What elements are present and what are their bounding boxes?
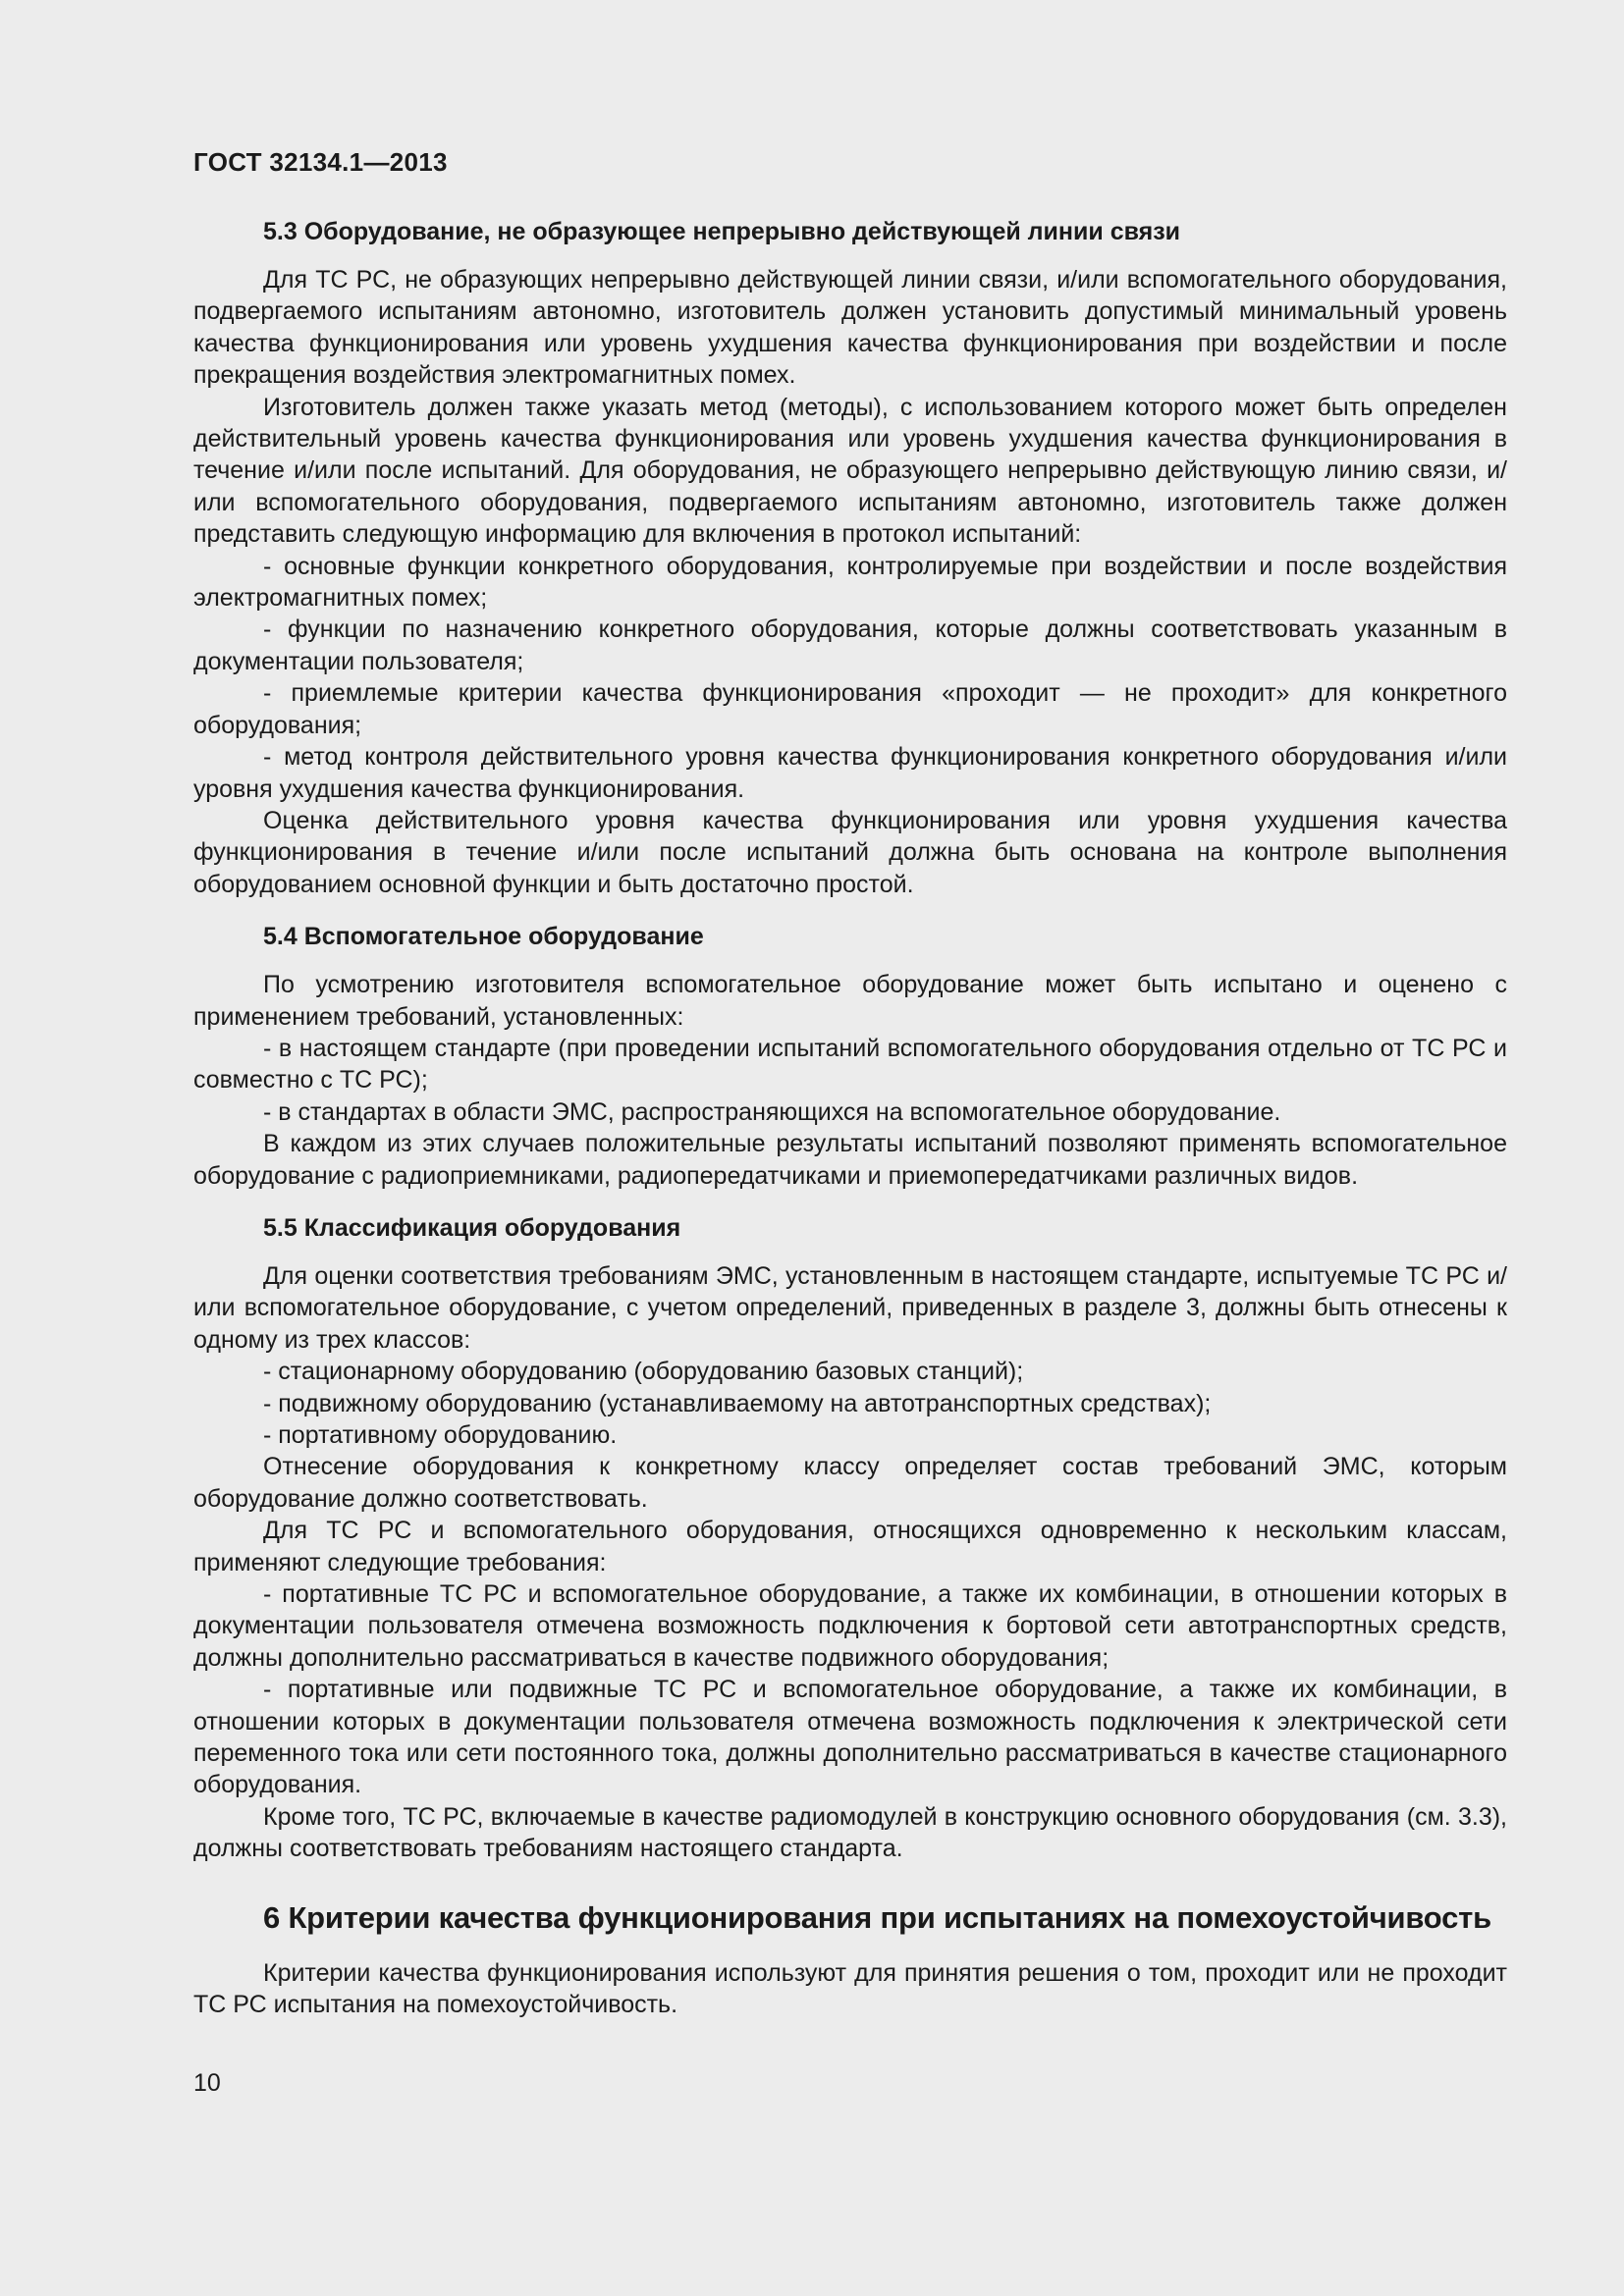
list-item: - основные функции конкретного оборудования, контролируемые при воздействии и после воздействия электромагнитных помех; <box>193 552 1507 613</box>
paragraph: Оценка действительного уровня качества функционирования или уровня ухудшения качества функционирования в течение и/или после испытаний должна быть основана на контроле выполнения оборудованием основной функции и быть достаточно простой. <box>193 806 1507 898</box>
document-header: ГОСТ 32134.1—2013 <box>193 147 448 177</box>
list-item: - приемлемые критерии качества функционирования «проходит — не проходит» для конкретного оборудования; <box>193 679 1507 739</box>
paragraph: Отнесение оборудования к конкретному классу определяет состав требований ЭМС, которым оборудование должно соответствовать. <box>193 1453 1507 1513</box>
section-5-5 <box>193 1213 1507 1865</box>
paragraph: Для оценки соответствия требованиям ЭМС, установленным в настоящем стандарте, испытуемые ТС РС и/или вспомогательное оборудование, с учетом определений, приведенных в разделе 3, должны быть отнесены к одному из трех классов: <box>193 1261 1507 1354</box>
document-page <box>193 147 1507 2021</box>
paragraph: Критерии качества функционирования используют для принятия решения о том, проходит или не проходит ТС РС испытания на помехоустойчивость. <box>193 1958 1507 2019</box>
chapter-6 <box>193 1900 1507 2021</box>
paragraph: В каждом из этих случаев положительные результаты испытаний позволяют применять вспомогательное оборудование с радиоприемниками, радиопередатчиками и приемопередатчиками различных видов. <box>193 1130 1507 1190</box>
paragraph: Кроме того, ТС РС, включаемые в качестве радиомодулей в конструкцию основного оборудования (см. 3.3), должны соответствовать требованиям настоящего стандарта. <box>193 1802 1507 1863</box>
section-5-4 <box>193 922 1507 1192</box>
section-heading: 5.3 Оборудование, не образующее непрерывно действующей линии связи <box>263 218 1181 245</box>
section-heading: 5.4 Вспомогательное оборудование <box>263 923 704 951</box>
list-item: - метод контроля действительного уровня качества функционирования конкретного оборудования и/или уровня ухудшения качества функционирования. <box>193 743 1507 803</box>
list-item: - в стандартах в области ЭМС, распространяющихся на вспомогательное оборудование. <box>263 1097 1281 1126</box>
list-item: - портативные или подвижные ТС РС и вспомогательное оборудование, а также их комбинации, в отношении которых в документации пользователя отмечена возможность подключения к электрической сети переменного тока или сети постоянного тока, должны дополнительно рассматриваться в качестве стационарного оборудования. <box>193 1676 1507 1799</box>
list-item: - функции по назначению конкретного оборудования, которые должны соответствовать указанным в документации пользователя; <box>193 615 1507 675</box>
paragraph: Для ТС РС и вспомогательного оборудования, относящихся одновременно к нескольким классам, применяют следующие требования: <box>193 1517 1507 1576</box>
chapter-heading: 6 Критерии качества функционирования при испытаниях на помехоустойчивость <box>263 1899 1492 1935</box>
paragraph: Для ТС РС, не образующих непрерывно действующей линии связи, и/или вспомогательного оборудования, подвергаемого испытаниям автономно, изготовитель должен установить допустимый минимальный уровень качества функционирования или уровень ухудшения качества функционирования при воздействии и после прекращения воздействия электромагнитных помех. <box>193 266 1507 390</box>
list-item: - подвижному оборудованию (устанавливаемому на автотранспортных средствах); <box>263 1389 1212 1417</box>
list-item: - портативному оборудованию. <box>263 1421 618 1449</box>
paragraph: По усмотрению изготовителя вспомогательное оборудование может быть испытано и оценено с применением требований, установленных: <box>193 971 1507 1031</box>
list-item: - портативные ТС РС и вспомогательное оборудование, а также их комбинации, в отношении которых в документации пользователя отмечена возможность подключения к бортовой сети автотранспортных средств, должны дополнительно рассматриваться в качестве подвижного оборудования; <box>193 1580 1507 1672</box>
paragraph: Изготовитель должен также указать метод (методы), с использованием которого может быть определен действительный уровень качества функционирования или уровень ухудшения качества функционирования в течение и/или после испытаний. Для оборудования, не образующего непрерывно действующую линию связи, и/или вспомогательного оборудования, подвергаемого испытаниям автономно, изготовитель также должен представить следующую информацию для включения в протокол испытаний: <box>193 393 1507 549</box>
list-item: - стационарному оборудованию (оборудованию базовых станций); <box>263 1358 1024 1386</box>
section-heading: 5.5 Классификация оборудования <box>263 1213 681 1242</box>
page-number: 10 <box>193 2069 221 2097</box>
section-5-3 <box>193 217 1507 900</box>
list-item: - в настоящем стандарте (при проведении испытаний вспомогательного оборудования отдельно от ТС РС и совместно с ТС РС); <box>193 1034 1507 1095</box>
